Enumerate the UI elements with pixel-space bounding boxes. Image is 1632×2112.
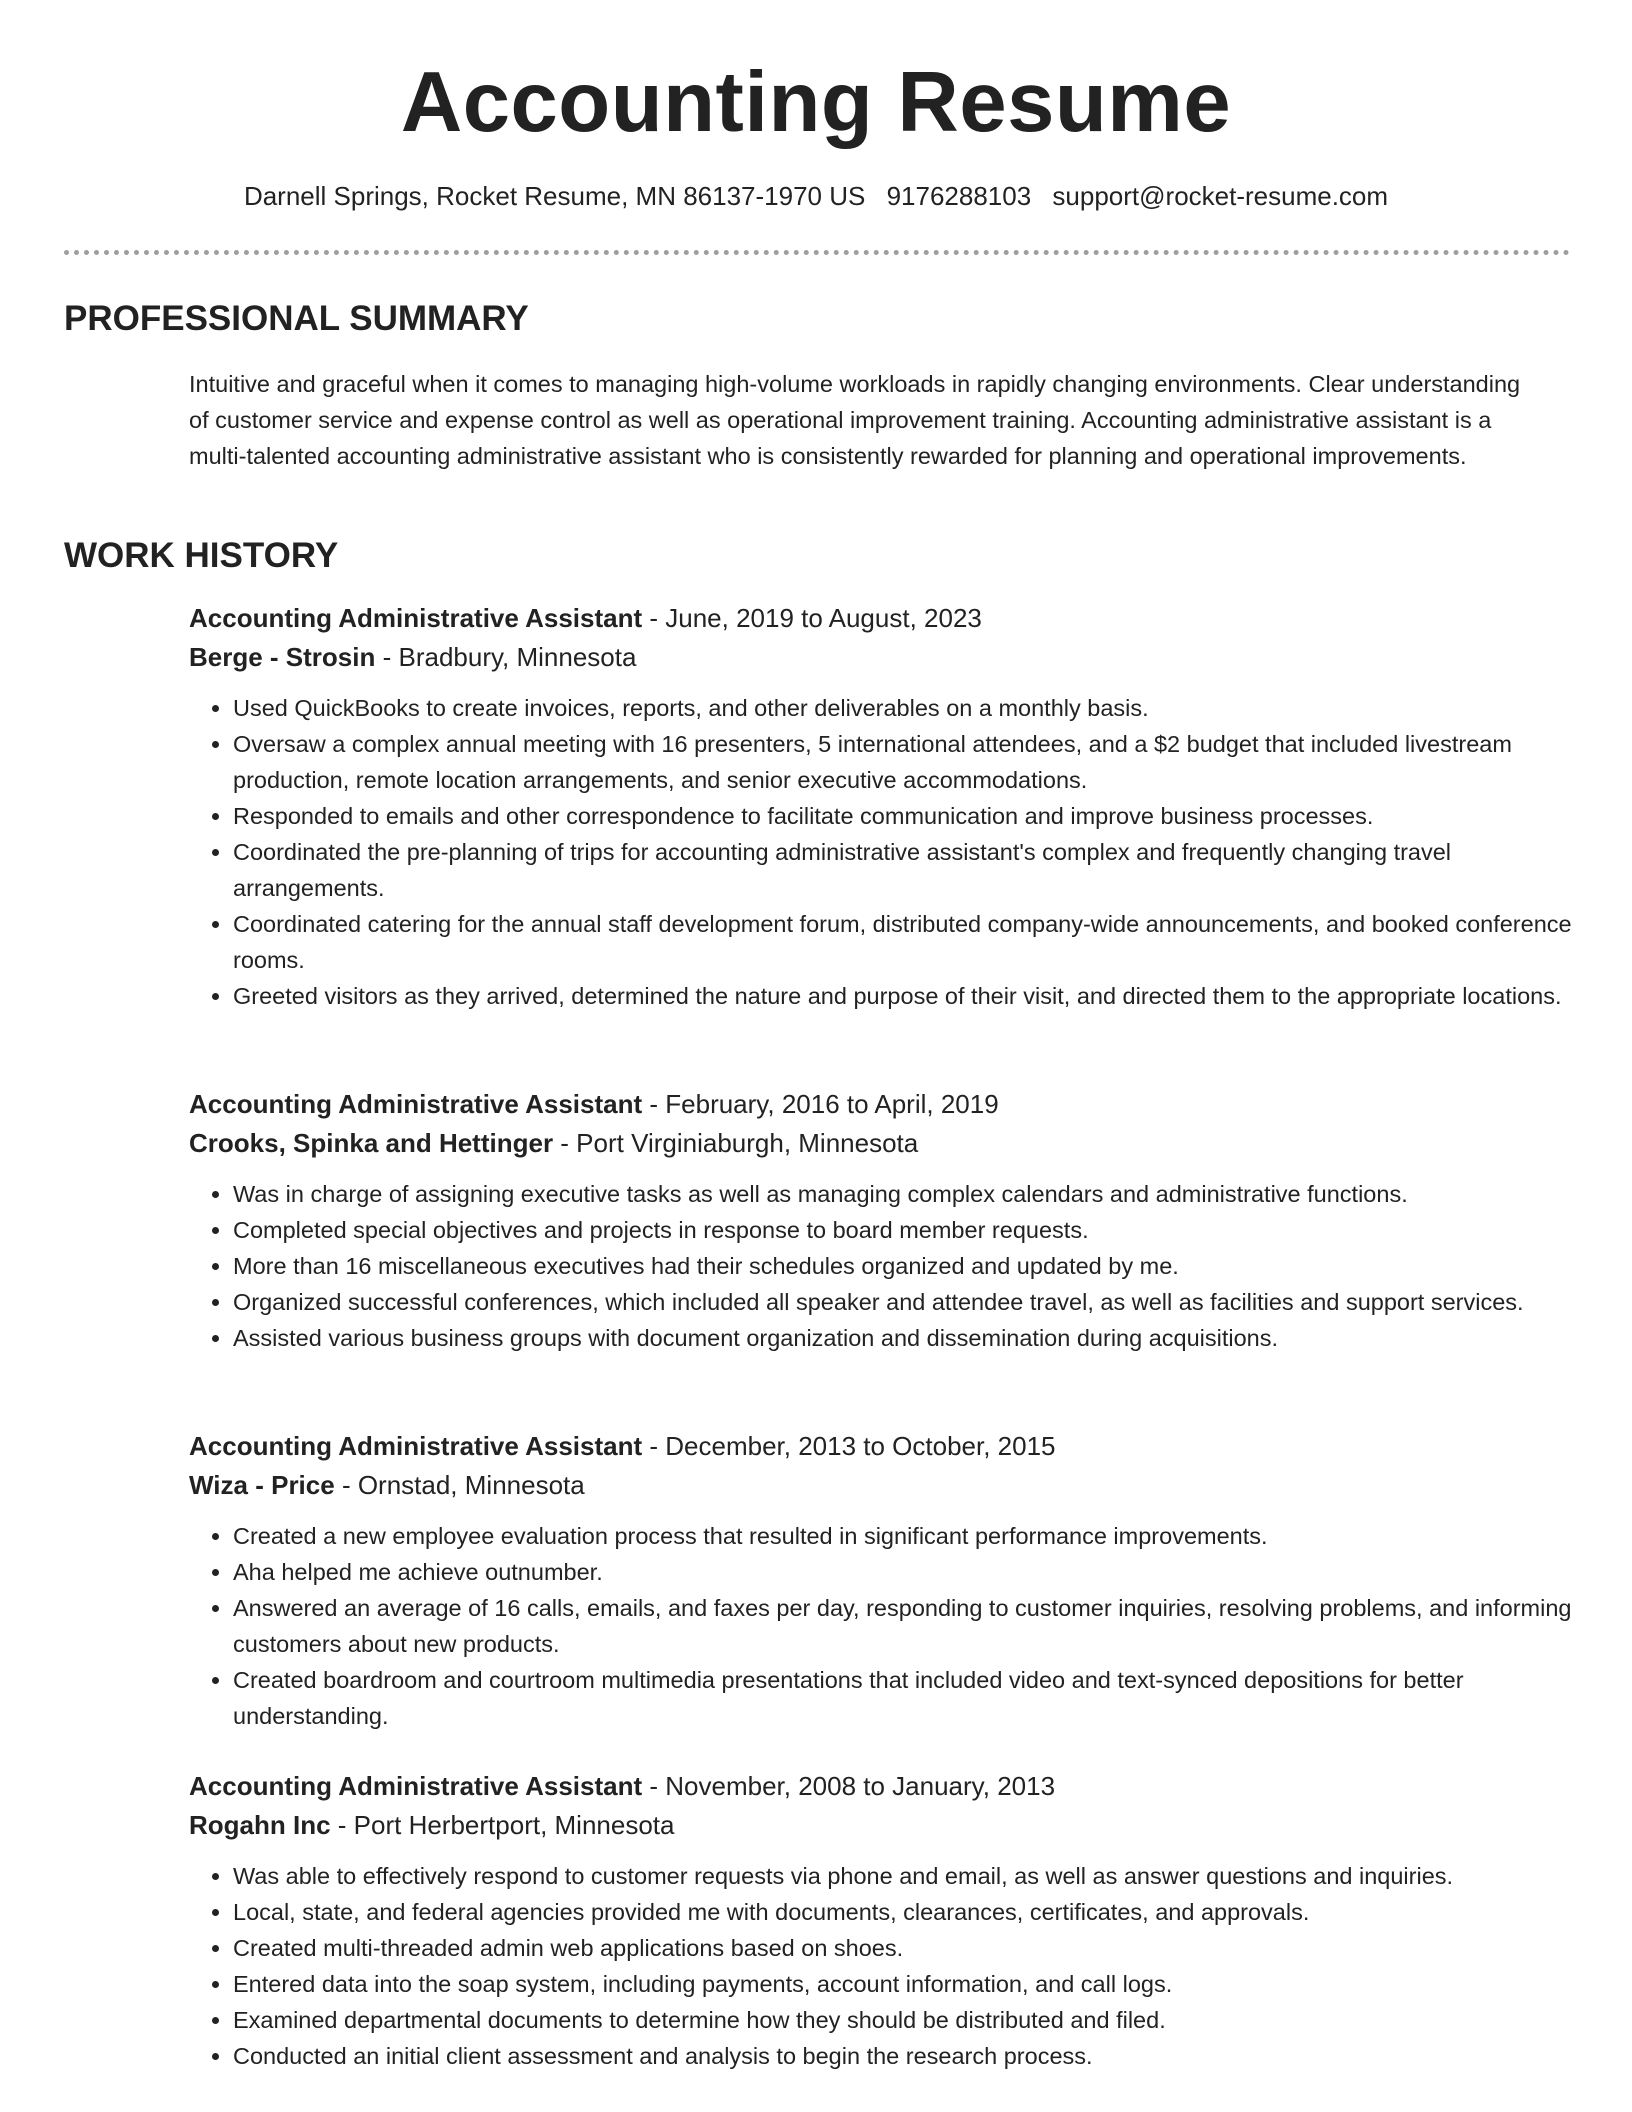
job-bullet: • Created boardroom and courtroom multimedia presentations that included video and text-synced depositions for better understanding. [233, 1662, 1573, 1734]
job-bullet: • Assisted various business groups with document organization and dissemination during acquisitions. [233, 1320, 1573, 1356]
job-company-line [189, 1806, 1569, 1845]
job-title-line [189, 1767, 1569, 1806]
job-company: Wiza - Price [189, 1470, 335, 1500]
job-role: Accounting Administrative Assistant [189, 1431, 643, 1461]
job-location: - Bradbury, Minnesota [375, 642, 637, 672]
contact-line [0, 180, 1632, 214]
job-entry [189, 1085, 1569, 1356]
work-history-heading: WORK HISTORY [64, 536, 339, 575]
job-bullet: • Local, state, and federal agencies provided me with documents, clearances, certificates, and approvals. [233, 1894, 1573, 1930]
job-role: Accounting Administrative Assistant [189, 1771, 643, 1801]
job-bullet: • Greeted visitors as they arrived, determined the nature and purpose of their visit, and directed them to the appropriate locations. [233, 978, 1573, 1014]
job-role: Accounting Administrative Assistant [189, 1089, 643, 1119]
contact-email: support@rocket-resume.com [1052, 181, 1389, 211]
job-company: Berge - Strosin [189, 642, 376, 672]
job-title-line [189, 599, 1569, 638]
job-bullet: • Coordinated catering for the annual staff development forum, distributed company-wide announcements, and booked conference rooms. [233, 906, 1573, 978]
job-bullet: • Completed special objectives and projects in response to board member requests. [233, 1212, 1573, 1248]
summary-heading: PROFESSIONAL SUMMARY [64, 299, 529, 338]
job-bullet: • Was able to effectively respond to customer requests via phone and email, as well as answer questions and inquiries. [233, 1858, 1573, 1894]
job-location: - Ornstad, Minnesota [334, 1470, 585, 1500]
job-company-line [189, 1124, 1569, 1163]
job-dates: - November, 2008 to January, 2013 [642, 1771, 1056, 1801]
job-bullets [189, 690, 1572, 1014]
summary-text: Intuitive and graceful when it comes to managing high-volume workloads in rapidly changing environments. Clear understanding of customer service and expense control as well as operational improvement training. Accounting administrative assistant is a multi-talented accounting administrative assistant who is consistently rewarded for planning and operational improvements. [189, 371, 1521, 469]
job-entry [189, 599, 1572, 1014]
job-bullets [189, 1518, 1572, 1734]
job-location: - Port Virginiaburgh, Minnesota [553, 1128, 919, 1158]
job-dates: - February, 2016 to April, 2019 [642, 1089, 999, 1119]
job-bullet: • Examined departmental documents to determine how they should be distributed and filed. [233, 2002, 1573, 2038]
job-bullet: • Aha helped me achieve outnumber. [233, 1554, 1573, 1590]
contact-address: Darnell Springs, Rocket Resume, MN 86137-1970 US [243, 181, 866, 211]
job-bullet: • Organized successful conferences, which included all speaker and attendee travel, as well as facilities and support services. [233, 1284, 1573, 1320]
job-title-line [189, 1085, 1569, 1124]
job-entry [189, 1427, 1572, 1734]
job-title-line [189, 1427, 1569, 1466]
job-bullet: • Answered an average of 16 calls, emails, and faxes per day, responding to customer inquiries, resolving problems, and informing customers about new products. [233, 1590, 1573, 1662]
job-bullet: • Created multi-threaded admin web applications based on shoes. [233, 1930, 1573, 1966]
job-company-line [189, 1466, 1569, 1505]
job-bullets [189, 1858, 1569, 2074]
job-role: Accounting Administrative Assistant [189, 603, 643, 633]
contact-phone: 9176288103 [886, 181, 1032, 211]
job-bullet: • Coordinated the pre-planning of trips for accounting administrative assistant's complex and frequently changing travel arrangements. [233, 834, 1573, 906]
job-bullet: • More than 16 miscellaneous executives had their schedules organized and updated by me. [233, 1248, 1573, 1284]
job-bullet: • Created a new employee evaluation process that resulted in significant performance improvements. [233, 1518, 1573, 1554]
job-bullets [189, 1176, 1569, 1356]
job-company: Crooks, Spinka and Hettinger [189, 1128, 554, 1158]
job-bullet: • Used QuickBooks to create invoices, reports, and other deliverables on a monthly basis. [233, 690, 1573, 726]
job-entry [189, 1767, 1569, 2074]
header-divider [64, 250, 1570, 255]
job-bullet: • Responded to emails and other correspondence to facilitate communication and improve business processes. [233, 798, 1573, 834]
job-bullet: • Entered data into the soap system, including payments, account information, and call logs. [233, 1966, 1573, 2002]
job-dates: - December, 2013 to October, 2015 [642, 1431, 1056, 1461]
job-company-line [189, 638, 1569, 677]
job-bullet: • Was in charge of assigning executive tasks as well as managing complex calendars and administrative functions. [233, 1176, 1573, 1212]
job-bullet: • Conducted an initial client assessment and analysis to begin the research process. [233, 2038, 1573, 2074]
resume-title: Accounting Resume [400, 55, 1232, 150]
job-bullet: • Oversaw a complex annual meeting with 16 presenters, 5 international attendees, and a $2 budget that included livestream production, remote location arrangements, and senior executive accommodations. [233, 726, 1573, 798]
job-location: - Port Herbertport, Minnesota [330, 1810, 675, 1840]
job-dates: - June, 2019 to August, 2023 [642, 603, 982, 633]
job-company: Rogahn Inc [189, 1810, 331, 1840]
